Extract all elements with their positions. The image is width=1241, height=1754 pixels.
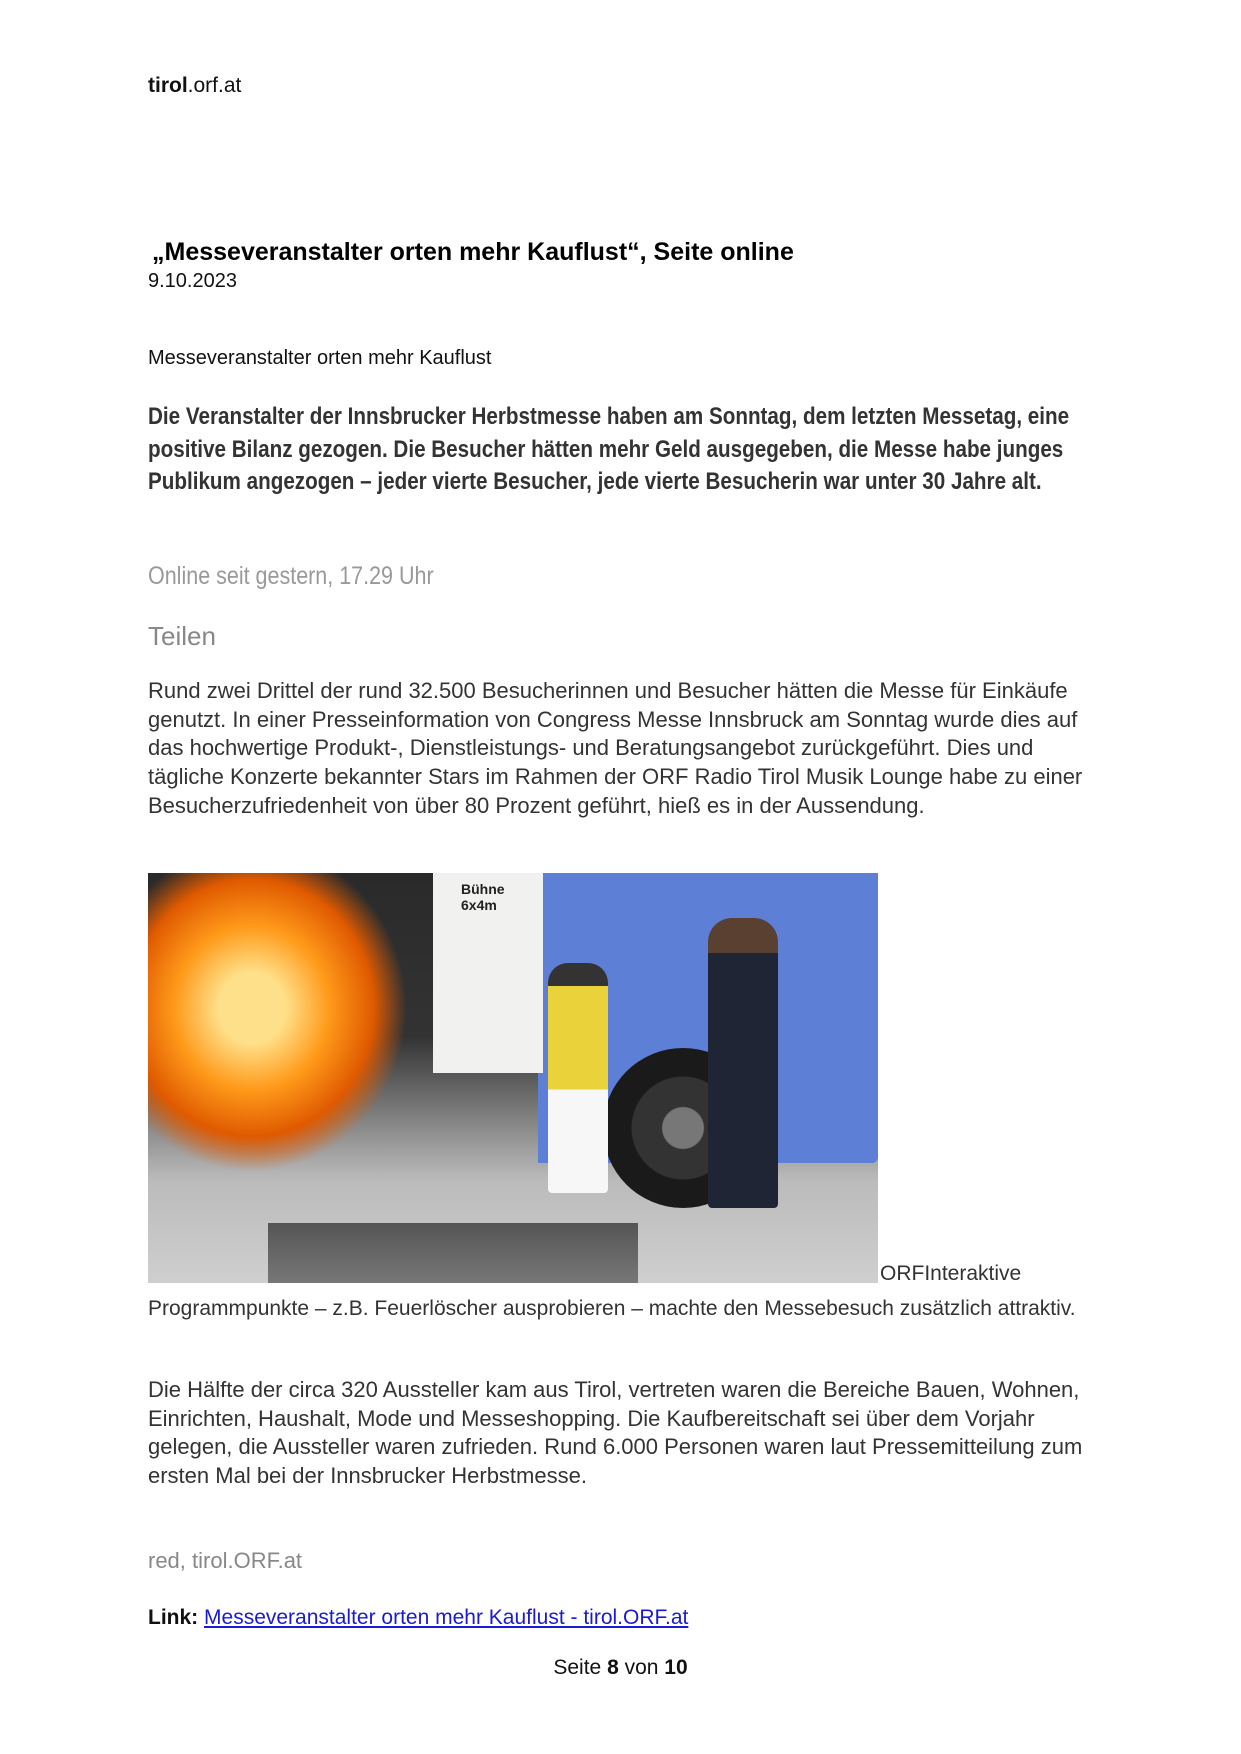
online-timestamp: Online seit gestern, 17.29 Uhr: [148, 562, 434, 590]
paragraph-2: Die Hälfte der circa 320 Aussteller kam aus Tirol, vertreten waren die Bereiche Bauen, Wohnen, Einrichten, Haushalt, Mode und Messeshopping. Die Kaufbereitschaft sei über dem Vorjahr gelegen, die Aussteller waren zufrieden. Rund 6.000 Personen waren laut Pressemitteilung zum ersten Mal bei der Innsbrucker Herbstmesse.: [148, 1377, 1083, 1489]
photo-caption: Programmpunkte – z.B. Feuerlöscher ausprobieren – machte den Messebesuch zusätzlich attraktiv.: [148, 1297, 1076, 1320]
article-photo: [148, 873, 878, 1283]
article-subtitle: Messeveranstalter orten mehr Kauflust: [148, 347, 492, 369]
article-lead: Die Veranstalter der Innsbrucker Herbstmesse haben am Sonntag, dem letzten Messetag, eine positive Bilanz gezogen. Die Besucher hätten mehr Geld ausgegeben, die Messe habe junges Publikum angezogen – jeder vierte Besucher, jede vierte Besucherin war unter 30 Jahre alt.: [148, 403, 1070, 495]
page-current: 8: [607, 1656, 619, 1679]
source-link[interactable]: Messeveranstalter orten mehr Kauflust - tirol.ORF.at: [204, 1606, 689, 1629]
page-total: 10: [664, 1656, 688, 1679]
source-link-row: [148, 1606, 688, 1630]
share-link[interactable]: Teilen: [148, 621, 216, 651]
page-mid: von: [624, 1656, 659, 1679]
man-figure: [708, 918, 778, 1208]
page-prefix: Seite: [553, 1656, 602, 1679]
fire-brazier: [268, 1223, 638, 1283]
woman-figure: [548, 963, 608, 1193]
article-title: „Messeveranstalter orten mehr Kauflust“, Seite online: [152, 238, 794, 266]
photo-caption-start: ORFInteraktive: [880, 1262, 1022, 1285]
credit: red, tirol.ORF.at: [148, 1548, 303, 1573]
flame: [148, 873, 408, 1173]
page-number: [0, 1656, 1241, 1680]
site-name: [148, 74, 241, 98]
site-name-bold: tirol: [148, 74, 188, 97]
stage-sign: [433, 873, 543, 1073]
paragraph-1: Rund zwei Drittel der rund 32.500 Besucherinnen und Besucher hätten die Messe für Einkäufe genutzt. In einer Presseinformation von Congress Messe Innsbruck am Sonntag wurde dies auf das hochwertige Produkt-, Dienstleistungs- und Beratungsangebot zurückgeführt. Dies und tägliche Konzerte bekannter Stars im Rahmen der ORF Radio Tirol Musik Lounge habe zu einer Besucherzufriedenheit von über 80 Prozent geführt, hieß es in der Aussendung.: [148, 678, 1083, 818]
stage-sign-text: Bühne 6x4m: [461, 881, 505, 913]
article-date: 9.10.2023: [148, 270, 237, 292]
site-name-rest: .orf.at: [187, 74, 242, 97]
link-label: Link:: [148, 1606, 199, 1629]
